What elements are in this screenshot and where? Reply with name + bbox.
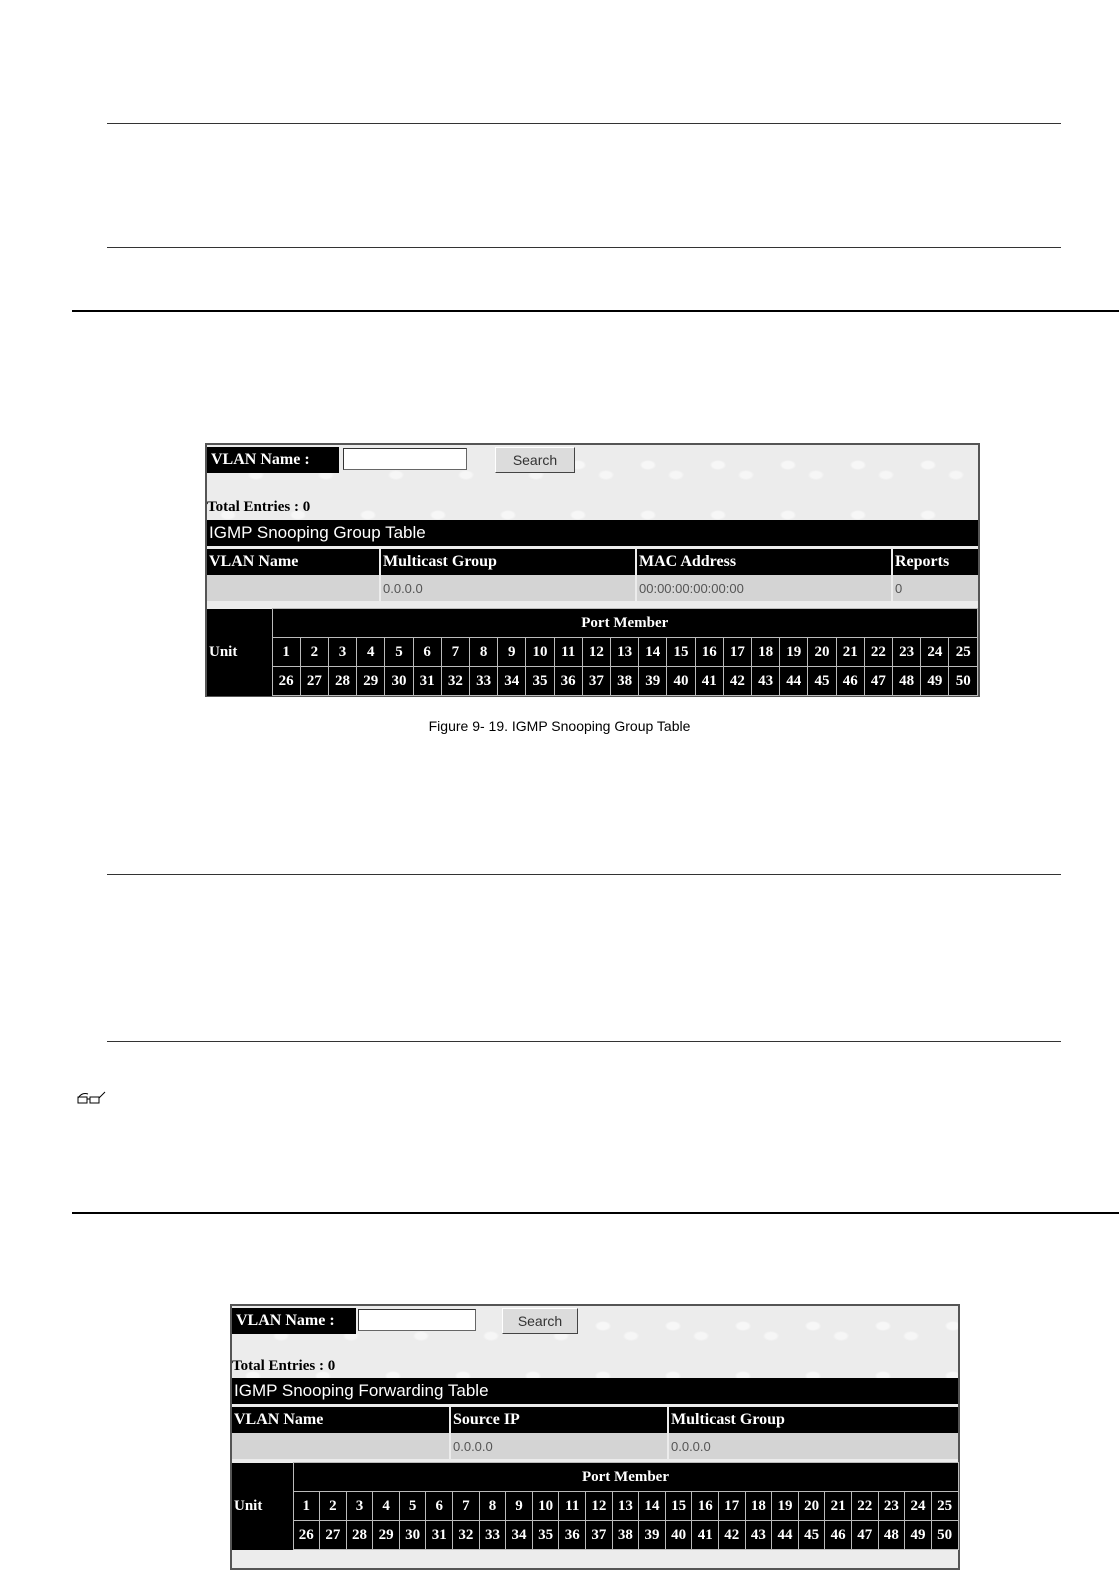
- port-cell: 18: [745, 1492, 772, 1521]
- divider: [107, 874, 1061, 875]
- section-divider: [72, 310, 1119, 312]
- port-cell: 13: [612, 1492, 639, 1521]
- port-cell: 15: [665, 1492, 692, 1521]
- port-cell: 44: [780, 667, 808, 696]
- port-cell: 29: [373, 1521, 400, 1550]
- unit-label: Unit: [232, 1463, 293, 1550]
- port-cell: 26: [272, 667, 300, 696]
- port-cell: 46: [825, 1521, 852, 1550]
- port-cell: 41: [695, 667, 723, 696]
- port-cell: 16: [695, 638, 723, 667]
- port-cell: 22: [864, 638, 892, 667]
- port-cell: 8: [469, 638, 497, 667]
- total-entries: Total Entries : 0: [232, 1358, 336, 1374]
- port-cell: 30: [399, 1521, 426, 1550]
- col-vlan-name: VLAN Name: [207, 549, 380, 575]
- port-cell: 39: [639, 667, 667, 696]
- port-cell: 7: [453, 1492, 480, 1521]
- table-title: IGMP Snooping Group Table: [207, 520, 978, 546]
- port-cell: 24: [905, 1492, 932, 1521]
- port-cell: 48: [893, 667, 921, 696]
- port-cell: 12: [582, 638, 610, 667]
- port-cell: 33: [469, 667, 497, 696]
- igmp-forwarding-table-panel: [230, 1304, 960, 1570]
- port-cell: 27: [300, 667, 328, 696]
- port-cell: 31: [413, 667, 441, 696]
- port-cell: 1: [272, 638, 300, 667]
- port-cell: 37: [586, 1521, 613, 1550]
- port-member-label: Port Member: [272, 609, 977, 638]
- port-cell: 42: [723, 667, 751, 696]
- port-cell: 9: [498, 638, 526, 667]
- port-cell: 34: [498, 667, 526, 696]
- port-cell: 28: [346, 1521, 373, 1550]
- port-cell: 25: [931, 1492, 958, 1521]
- unit-label: Unit: [207, 609, 272, 696]
- port-cell: 26: [293, 1521, 320, 1550]
- port-cell: 7: [441, 638, 469, 667]
- port-cell: 23: [878, 1492, 905, 1521]
- port-cell: 40: [667, 667, 695, 696]
- port-cell: 2: [320, 1492, 347, 1521]
- port-cell: 13: [610, 638, 638, 667]
- port-cell: 21: [825, 1492, 852, 1521]
- port-cell: 39: [639, 1521, 666, 1550]
- divider: [107, 1041, 1061, 1042]
- forwarding-table: [232, 1407, 958, 1459]
- port-cell: 36: [559, 1521, 586, 1550]
- port-cell: 48: [878, 1521, 905, 1550]
- port-cell: 6: [413, 638, 441, 667]
- port-cell: 14: [639, 638, 667, 667]
- port-cell: 43: [752, 667, 780, 696]
- search-button[interactable]: Search: [495, 447, 575, 473]
- port-cell: 28: [328, 667, 356, 696]
- vlan-name-label: VLAN Name :: [207, 447, 339, 473]
- cell-multicast-group: 0.0.0.0: [380, 575, 636, 601]
- table-row: [232, 1433, 958, 1459]
- port-cell: 3: [328, 638, 356, 667]
- port-cell: 4: [373, 1492, 400, 1521]
- col-reports: Reports: [892, 549, 978, 575]
- port-cell: 34: [506, 1521, 533, 1550]
- port-cell: 18: [752, 638, 780, 667]
- port-cell: 40: [665, 1521, 692, 1550]
- port-cell: 35: [526, 667, 554, 696]
- port-cell: 32: [441, 667, 469, 696]
- igmp-group-table-panel: [205, 443, 980, 697]
- vlan-name-label: VLAN Name :: [232, 1308, 356, 1334]
- port-cell: 25: [949, 638, 978, 667]
- port-cell: 45: [798, 1521, 825, 1550]
- port-cell: 17: [719, 1492, 746, 1521]
- port-cell: 8: [479, 1492, 506, 1521]
- port-cell: 45: [808, 667, 836, 696]
- cell-mac-address: 00:00:00:00:00:00: [636, 575, 892, 601]
- divider: [107, 123, 1061, 124]
- port-cell: 50: [949, 667, 978, 696]
- port-cell: 37: [582, 667, 610, 696]
- vlan-name-input[interactable]: [343, 448, 467, 470]
- cell-multicast-group: 0.0.0.0: [668, 1433, 958, 1459]
- col-multicast-group: Multicast Group: [668, 1407, 958, 1433]
- port-cell: 22: [851, 1492, 878, 1521]
- port-cell: 29: [357, 667, 385, 696]
- port-cell: 1: [293, 1492, 320, 1521]
- port-cell: 46: [836, 667, 864, 696]
- col-multicast-group: Multicast Group: [380, 549, 636, 575]
- port-cell: 38: [610, 667, 638, 696]
- port-cell: 2: [300, 638, 328, 667]
- group-table: [207, 549, 978, 601]
- port-cell: 23: [893, 638, 921, 667]
- port-cell: 43: [745, 1521, 772, 1550]
- col-vlan-name: VLAN Name: [232, 1407, 450, 1433]
- col-source-ip: Source IP: [450, 1407, 668, 1433]
- port-cell: 47: [864, 667, 892, 696]
- port-cell: 35: [532, 1521, 559, 1550]
- port-cell: 31: [426, 1521, 453, 1550]
- port-cell: 24: [921, 638, 949, 667]
- cell-vlan-name: [232, 1433, 450, 1459]
- port-cell: 12: [586, 1492, 613, 1521]
- port-cell: 17: [723, 638, 751, 667]
- divider: [107, 247, 1061, 248]
- port-cell: 10: [526, 638, 554, 667]
- cell-reports: 0: [892, 575, 978, 601]
- figure-caption: Figure 9- 19. IGMP Snooping Group Table: [428, 718, 691, 734]
- port-cell: 33: [479, 1521, 506, 1550]
- section-divider: [72, 1212, 1119, 1214]
- port-cell: 9: [506, 1492, 533, 1521]
- table-row: [207, 575, 978, 601]
- port-cell: 42: [719, 1521, 746, 1550]
- port-cell: 5: [399, 1492, 426, 1521]
- vlan-name-input[interactable]: [358, 1309, 476, 1331]
- port-cell: 6: [426, 1492, 453, 1521]
- port-cell: 4: [357, 638, 385, 667]
- col-mac-address: MAC Address: [636, 549, 892, 575]
- port-cell: 49: [905, 1521, 932, 1550]
- port-cell: 15: [667, 638, 695, 667]
- port-cell: 16: [692, 1492, 719, 1521]
- port-cell: 19: [772, 1492, 799, 1521]
- port-member-label: Port Member: [293, 1463, 958, 1492]
- port-member-table: [207, 608, 978, 696]
- port-cell: 21: [836, 638, 864, 667]
- port-cell: 27: [320, 1521, 347, 1550]
- cell-vlan-name: [207, 575, 380, 601]
- port-cell: 11: [554, 638, 582, 667]
- port-cell: 20: [808, 638, 836, 667]
- cell-source-ip: 0.0.0.0: [450, 1433, 668, 1459]
- glasses-note-icon: [76, 1090, 106, 1106]
- port-cell: 10: [532, 1492, 559, 1521]
- port-member-table: [232, 1462, 959, 1550]
- port-cell: 32: [453, 1521, 480, 1550]
- port-cell: 30: [385, 667, 413, 696]
- port-cell: 38: [612, 1521, 639, 1550]
- port-cell: 49: [921, 667, 949, 696]
- total-entries: Total Entries : 0: [207, 499, 311, 515]
- port-cell: 44: [772, 1521, 799, 1550]
- port-cell: 36: [554, 667, 582, 696]
- table-title: IGMP Snooping Forwarding Table: [232, 1378, 958, 1404]
- port-cell: 11: [559, 1492, 586, 1521]
- port-cell: 41: [692, 1521, 719, 1550]
- port-cell: 5: [385, 638, 413, 667]
- port-cell: 3: [346, 1492, 373, 1521]
- port-cell: 14: [639, 1492, 666, 1521]
- port-cell: 47: [851, 1521, 878, 1550]
- port-cell: 50: [931, 1521, 958, 1550]
- port-cell: 20: [798, 1492, 825, 1521]
- search-button[interactable]: Search: [502, 1308, 578, 1334]
- port-cell: 19: [780, 638, 808, 667]
